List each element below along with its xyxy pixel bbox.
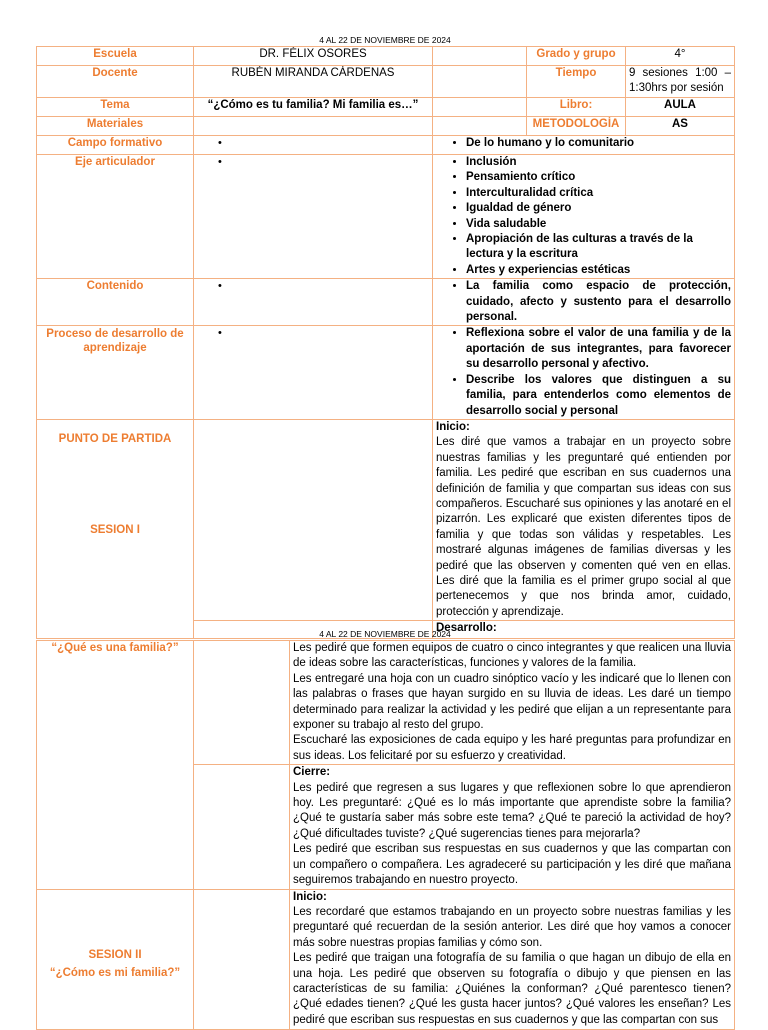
escuela-label: Escuela — [37, 47, 194, 66]
session-1-label-cell — [37, 419, 194, 638]
inicio-paragraph: Les recordaré que estamos trabajando en un proyecto sobre nuestras familias y les preguntaré qué recuerdan de la sesión anterior. Les diré que hoy vamos a conocer más sobre nuestras propias familias y cómo son. — [293, 905, 731, 949]
eje-item: • Artes y experiencias estéticas — [466, 263, 731, 278]
docente-label: Docente — [37, 66, 194, 98]
eje-list-cell — [433, 155, 735, 279]
contenido-label: Contenido — [37, 279, 194, 326]
inicio-title: Inicio: — [293, 890, 327, 903]
session-1-inicio-text: Les diré que vamos a trabajar en un proyecto sobre nuestras familias y les preguntaré qué entienden por familia. Les pediré que escriban en sus cuadernos una definición de familia y que compartan sus ideas con sus compañeros. Escucharé sus opiniones y las anotaré en el pizarrón. Les explicaré que existen diferentes tipos de familia y que todas son válidas y respetables. Les mostraré algunas imágenes de familias diversas y les pediré que las observen y comenten qué ven en ellas. Les diré que la familia es el primer grupo social al que pertenecemos y que nos brinda amor, cuidado, protección y aprendizaje. — [436, 436, 731, 618]
proceso-list-cell — [433, 326, 735, 419]
eje-label: Eje articulador — [37, 155, 194, 279]
proceso-item: • Describe los valores que distinguen a su familia, para entenderlos como elementos de desarrollo social y personal — [466, 373, 731, 419]
session-2-label-cell — [37, 889, 194, 1029]
proceso-list — [436, 326, 731, 418]
eje-item: • Interculturalidad crítica — [466, 186, 731, 201]
eje-item: • Vida saludable — [466, 217, 731, 232]
page-header-date: 4 AL 22 DE NOVIEMBRE DE 2024 — [319, 35, 451, 45]
proceso-label: Proceso de desarrollo de aprendizaje — [37, 326, 194, 419]
grado-label: Grado y grupo — [527, 47, 626, 66]
session-2-subtitle: “¿Cómo es mi familia?” — [49, 966, 181, 979]
tiempo-label: Tiempo — [527, 66, 626, 98]
tiempo-value: 9 sesiones 1:00 – 1:30hrs por sesión — [626, 66, 735, 98]
escuela-value: DR. FÉLIX OSORES — [194, 47, 433, 66]
libro-value: AULA — [626, 98, 735, 117]
contenido-list — [436, 279, 731, 325]
punto-de-partida-label: PUNTO DE PARTIDA — [58, 432, 172, 445]
eje-item: • Inclusión — [466, 155, 731, 170]
session-1-desarrollo-cell — [290, 641, 735, 765]
planning-table-continued — [36, 640, 735, 1030]
session-1-cierre-cell — [290, 765, 735, 889]
desarrollo-paragraph: Escucharé las exposiciones de cada equipo y les haré preguntas para profundizar en sus ideas. Los felicitaré por su esfuerzo y creatividad. — [293, 734, 731, 762]
campo-list — [436, 136, 731, 151]
bullet-cell: • — [194, 279, 433, 326]
session-2-label: SESION II — [88, 948, 142, 961]
inicio-title: Inicio: — [436, 420, 470, 433]
tema-value: “¿Cómo es tu familia? Mi familia es…” — [194, 98, 433, 117]
session-2-inicio-cell — [290, 889, 735, 1029]
contenido-list-cell — [433, 279, 735, 326]
metodologia-value: AS — [626, 117, 735, 136]
eje-list — [436, 155, 731, 278]
eje-item: • Pensamiento crítico — [466, 170, 731, 185]
bullet-cell: • — [194, 136, 433, 155]
page-2 — [36, 628, 734, 1030]
tema-label: Tema — [37, 98, 194, 117]
campo-list-cell — [433, 136, 735, 155]
eje-item: • Apropiación de las culturas a través de la lectura y la escritura — [466, 232, 731, 263]
desarrollo-paragraph: Les entregaré una hoja con un cuadro sinóptico vacío y les indicaré que lo llenen con las palabras o frases que hayan surgido en su lluvia de ideas. Les daré un tiempo determinado para realizar la actividad y les pediré que elijan a un representante para exponer su trabajo al resto del grupo. — [293, 672, 731, 732]
eje-item: • Igualdad de género — [466, 201, 731, 216]
desarrollo-paragraph: Les pediré que formen equipos de cuatro o cinco integrantes y que realicen una lluvia de ideas sobre las características, funciones y valores de la familia. — [293, 642, 731, 670]
session-1-inicio-cell — [433, 419, 735, 620]
page-header-date: 4 AL 22 DE NOVIEMBRE DE 2024 — [319, 629, 451, 639]
grado-value: 4° — [626, 47, 735, 66]
campo-label: Campo formativo — [37, 136, 194, 155]
proceso-item: • Reflexiona sobre el valor de una familia y de la aportación de sus integrantes, para favorecer su desarrollo personal y afectivo. — [466, 326, 731, 372]
planning-table — [36, 46, 735, 639]
bullet-cell: • — [194, 326, 433, 419]
cierre-paragraph: Les pediré que escriban sus respuestas en sus cuadernos y que las compartan con un compañero o compañera. Les agradeceré su participación y les diré que mañana seguiremos trabajando en nuestro proyecto. — [293, 843, 731, 887]
campo-item: • De lo humano y lo comunitario — [466, 136, 731, 151]
session-1-subtitle: “¿Qué es una familia?” — [37, 641, 194, 890]
page-1 — [36, 34, 734, 639]
session-1-label: SESION I — [90, 524, 140, 537]
cierre-title: Cierre: — [293, 766, 331, 779]
metodologia-label: METODOLOGÍA — [527, 117, 626, 136]
bullet-cell: • — [194, 155, 433, 279]
cierre-paragraph: Les pediré que regresen a sus lugares y que reflexionen sobre lo que aprendieron hoy. Les preguntaré: ¿Qué es lo más importante que aprendiste sobre la familia? ¿Qué te gustaría saber más sobre este tema? ¿Qué te pareció la actividad de hoy? ¿Qué dificultades tuviste? ¿Qué sugerencias tienes para mejorarla? — [293, 781, 731, 840]
contenido-item: • La familia como espacio de protección, cuidado, afecto y sustento para el desarrollo personal. — [466, 279, 731, 325]
desarrollo-title: Desarrollo: — [433, 621, 735, 639]
inicio-paragraph: Les pediré que traigan una fotografía de su familia o que hagan un dibujo de ella en una hoja. Les pediré que observen su fotografía o dibujo y que piensen en las características de su familia: ¿Quiénes la conforman? ¿Qué parentesco tienen? ¿Qué edades tienen? ¿Qué les gusta hacer juntos? ¿Qué valores les enseñan? Les pediré que escriban sus respuestas en sus cuadernos y que las compartan con sus — [293, 952, 731, 1026]
materiales-label: Materiales — [37, 117, 194, 136]
docente-value: RUBÉN MIRANDA CÁRDENAS — [194, 66, 433, 98]
libro-label: Libro: — [527, 98, 626, 117]
